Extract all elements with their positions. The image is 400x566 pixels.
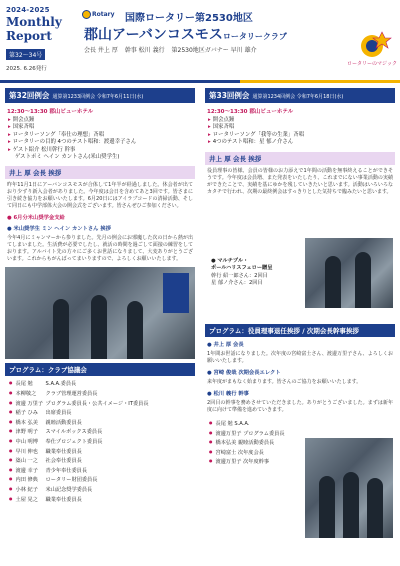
person-silhouette (53, 299, 69, 359)
meeting-33-column (205, 88, 395, 558)
program-item: ▸ 開会点鐘 (208, 117, 395, 124)
report-year: 2024-2025 (6, 6, 50, 14)
district-name: 国際ロータリー第2530地区 (125, 13, 253, 24)
program-item: ▸ 国家斉唱 (8, 124, 195, 131)
meeting-33-venue: 12:30〜13:30 郡山ビューホテル (207, 109, 294, 115)
list-item: ● 橋本 弘美 親睦活動委員長 (9, 418, 195, 428)
person-silhouette (319, 476, 335, 538)
scholar-greeting-text: 今年4月にミャンマーから参りました。先月の例会にお邪魔した次の日から熱が出てしまいました。生活費が必要でしたし、就活の時間を過ごして面接の練習をしております。アルバイト先の方々にご多くお世話になりまして、大変ありがとうございます。これからもがんばってまいりますので、よろしくお願いいたします。 (7, 235, 193, 263)
list-item: ● 内田 修典 ロータリー財団委員長 (9, 475, 195, 485)
president-greeting-heading: 井上 厚 会長 挨拶 (5, 166, 195, 179)
meeting-33-program (208, 117, 395, 147)
phf-recipient: 星 郁ノ介さん：2回目 (211, 280, 263, 287)
scholar-greeting-heading: ● 米山奨学生 ミン ヘイン カントさん 挨拶 (7, 226, 111, 233)
program-item: ▸ ロータリーの目的 4つのテスト唱和：渡邊幸子さん (8, 139, 195, 146)
person-silhouette (343, 472, 359, 538)
person-silhouette (355, 252, 371, 308)
issue-badge: 第32〜34号 (6, 49, 45, 60)
meeting-32-photo (5, 267, 195, 359)
meeting-32-column (5, 88, 195, 504)
list-item: ● 築山 一之 社会奉仕委員長 (9, 456, 195, 466)
next-president-name: ● 宮崎 俊哉 次期会長エレクト (207, 370, 281, 376)
list-item: ● 長尾 勉 S.A.A. (209, 419, 395, 429)
program-item: ▸ ロータリーソング「我等の生業」斉唱 (208, 132, 395, 139)
person-silhouette (367, 478, 383, 538)
president-greeting-text: 役員理事の皆様、会員の皆様のお力添えで1年間の活動を無事終えることができそうです。今年度は会員増、また発表をいたしたり、これまでにない事業活動の実績ができたことで、実績を基にゆかを残していきたいと思います。活動はいろいろなカタチで行われ、次期の最終例会はすっきりとした気持ちで臨みたいと思います。 (207, 167, 393, 195)
program-item: ▸ 国家斉唱 (208, 124, 395, 131)
list-item: ● 本柳敬之 クラブ管理運営委員長 (9, 389, 195, 399)
meeting-32-program (8, 117, 195, 154)
meeting-33-title: 第33回例会 通算第1234回例会 令和7年6月18日(水) (205, 88, 395, 103)
list-item: ● 橋本弘美 親睦活動委員長 (209, 438, 395, 448)
club-name: 郡山アーバンコスモスロータリークラブ (84, 27, 287, 43)
retiring-president-name: ● 井上 厚 会長 (207, 342, 244, 348)
list-item: ● 中山 明博 奉仕プロジェクト委員長 (9, 437, 195, 447)
person-silhouette (91, 295, 107, 359)
masthead (6, 6, 78, 72)
rotary-logo: Rotary (82, 10, 115, 19)
phf-award-title: ● マルチプル・ (211, 258, 249, 264)
title-monthly: Monthly (6, 15, 62, 29)
program-item: ▸ ロータリーソング「奉仕の理想」斉唱 (8, 132, 195, 139)
program-section (205, 320, 395, 467)
list-item: ● 稲子 ひみ 出席委員長 (9, 408, 195, 418)
meeting-32-venue: 12:30〜13:30 郡山ビューホテル (7, 109, 94, 115)
list-item: ● 長尾 勉 S.A.A.委員長 (9, 379, 195, 389)
phf-award-subtitle: ポールハリスフェロー贈呈 (211, 265, 273, 272)
list-item: ● 宮崎富士 次年度会長 (209, 448, 395, 458)
secretary-name: ● 松川 義行 幹事 (207, 391, 249, 397)
rotary-magic-mascot-icon (346, 30, 398, 72)
officers-line: 会長 井上 厚 幹事 松川 義行 第2530地区ガバナー 早川 雄介 (84, 47, 257, 54)
committee-chair-list (9, 379, 195, 504)
list-item: ● 渡邊 幸子 青少年奉仕委員長 (9, 466, 195, 476)
list-item: ● 渡邊 万里子 プログラム委員長・公共イメージ・IT委員長 (9, 399, 195, 409)
club-assembly-heading: プログラム：クラブ協議会 (5, 363, 195, 376)
title-report: Report (6, 29, 52, 43)
header-divider (0, 80, 400, 83)
secretary-text: 2回目の幹事を務めさせていただきました。ありがとうございました。まずは新年度に向けて準備を進めていきます。 (207, 400, 393, 413)
list-item: ● 津野 明子 スマイルボックス委員長 (9, 427, 195, 437)
scholarship-heading: ● 6月分米山奨学金支給 (7, 215, 65, 222)
program-item: ▸ 開会点鐘 (8, 117, 195, 124)
meeting-32-title: 第32回例会 通算第1233回例会 令和7年6月11日(水) (5, 88, 195, 103)
program-item: ▸ ゲスト紹介 松川幹行 幹事 (8, 147, 195, 154)
guest-line: ゲストポミ ヘイン カントさん(米山奨学生) (15, 154, 120, 161)
rotary-banner (163, 273, 189, 313)
meeting-33-photo (305, 438, 393, 538)
phf-award-photo (305, 238, 393, 308)
mascot-caption: ロータリーのマジック (346, 61, 398, 67)
program-heading: プログラム：役員理事退任挨拶 / 次期会長幹事挨拶 (205, 324, 395, 337)
list-item: ● 土屋 晃之 職業奉仕委員長 (9, 495, 195, 505)
report-header (0, 0, 400, 80)
list-item: ● 小林 紀子 米山記念奨学委員長 (9, 485, 195, 495)
person-silhouette (325, 256, 341, 308)
list-item: ● 渡邊万里子 プログラム委員長 (209, 429, 395, 439)
list-item: ● 早川 伸也 職業奉仕委員長 (9, 447, 195, 457)
person-silhouette (127, 301, 143, 359)
program-item: ▸ 4つのテスト唱和：星 郁ノ介さん (208, 139, 395, 146)
retiring-president-text: 1年間お世話になりました。次年度の宮崎富士さん、渡邊万里子さん、よろしくお願いいたします。 (207, 351, 393, 364)
rotary-wheel-icon (82, 10, 91, 19)
phf-recipient: 幹行 紹一郎さん：2回目 (211, 272, 268, 279)
president-greeting-heading: 井上 厚 会長 挨拶 (205, 152, 395, 165)
list-item: ● 渡邊万里子 次年度幹事 (209, 457, 395, 467)
phf-award-block (211, 258, 303, 288)
issued-date: 2025. 6.26発行 (6, 66, 47, 72)
president-greeting-text: 昨年11月1日にアーバンコスモスが合体して1年半が経過しました。休会者が出ており少ずり新入会者がありました。今年度は会日を含めてあと3回です。皆さまに引き続き協力をお願いいたします。6月20日にはアイラブコードの清掃活動、そして同日にも中学部体大会の開会式をございます。皆さんぜひご参加ください。 (7, 182, 193, 210)
next-president-text: 来年度がまもなく始まります。皆さんのご協力をお願いいたします。 (207, 379, 362, 385)
